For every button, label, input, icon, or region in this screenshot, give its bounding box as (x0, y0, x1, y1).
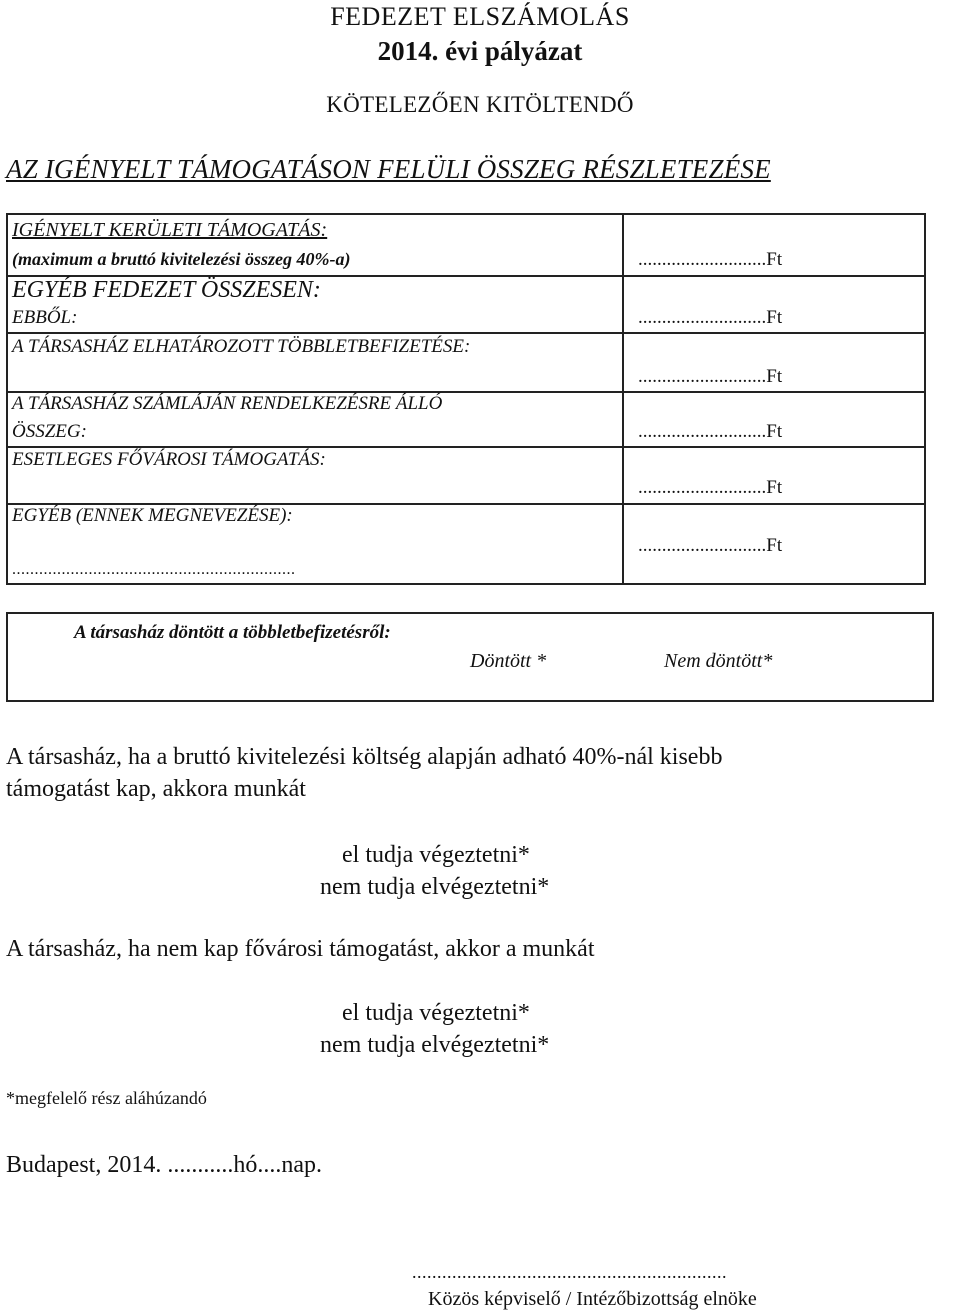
section-title: AZ IGÉNYELT TÁMOGATÁSON FELÜLI ÖSSZEG RÉSZLETEZÉSE (6, 154, 771, 184)
column-divider (622, 215, 624, 583)
statement1-line2: támogatást kap, akkora munkát (6, 776, 306, 802)
decision-option-not-decided[interactable]: Nem döntött* (664, 650, 773, 672)
statement2-option-cannot[interactable]: nem tudja elvégeztetni* (320, 1032, 550, 1058)
amount-field-other[interactable]: ...........................Ft (638, 535, 783, 556)
document-subtitle: 2014. évi pályázat (377, 36, 583, 66)
row-account-balance-label2: ÖSSZEG: (12, 421, 87, 442)
other-name-field[interactable]: ............................................................... (12, 561, 296, 578)
row-divider (8, 446, 924, 448)
row-other-funding-label: EGYÉB FEDEZET ÖSSZESEN: (12, 277, 321, 303)
row-requested-support-label: IGÉNYELT KERÜLETI TÁMOGATÁS: (12, 219, 328, 241)
row-other-funding-sub: EBBŐL: (12, 307, 78, 328)
statement1-option-cannot[interactable]: nem tudja elvégeztetni* (320, 874, 550, 900)
signature-label: Közös képviselő / Intézőbizottság elnöke (428, 1288, 757, 1310)
row-other-label: EGYÉB (ENNEK MEGNEVEZÉSE): (12, 505, 293, 526)
statement1-option-can[interactable]: el tudja végeztetni* (342, 842, 530, 868)
amount-field-extra-payment[interactable]: ...........................Ft (638, 366, 783, 387)
funding-table (6, 213, 926, 585)
footnote: *megfelelő rész aláhúzandó (6, 1088, 207, 1108)
row-requested-support-sub: (maximum a bruttó kivitelezési összeg 40%-a) (12, 249, 351, 269)
mandatory-note: KÖTELEZŐEN KITÖLTENDŐ (326, 92, 634, 117)
amount-field-requested-support[interactable]: ...........................Ft (638, 249, 783, 270)
statement1-line1: A társasház, ha a bruttó kivitelezési költség alapján adható 40%-nál kisebb (6, 744, 723, 770)
amount-field-account-balance[interactable]: ...........................Ft (638, 421, 783, 442)
document-title: FEDEZET ELSZÁMOLÁS (330, 2, 630, 31)
decision-question: A társasház döntött a többletbefizetésről: (74, 622, 391, 643)
amount-field-other-funding[interactable]: ...........................Ft (638, 307, 783, 328)
statement2-line1: A társasház, ha nem kap fővárosi támogatást, akkor a munkát (6, 936, 595, 962)
statement2-option-can[interactable]: el tudja végeztetni* (342, 1000, 530, 1026)
row-extra-payment-label: A TÁRSASHÁZ ELHATÁROZOTT TÖBBLETBEFIZETÉSE: (12, 336, 471, 357)
row-account-balance-label: A TÁRSASHÁZ SZÁMLÁJÁN RENDELKEZÉSRE ÁLLÓ (12, 393, 443, 414)
decision-option-decided[interactable]: Döntött * (470, 650, 547, 672)
row-divider (8, 332, 924, 334)
decision-box (6, 612, 934, 702)
amount-field-capital-support[interactable]: ...........................Ft (638, 477, 783, 498)
signature-line[interactable]: ............................................................... (412, 1262, 727, 1282)
row-capital-support-label: ESETLEGES FŐVÁROSI TÁMOGATÁS: (12, 449, 326, 470)
date-line[interactable]: Budapest, 2014. ...........hó....nap. (6, 1152, 322, 1178)
